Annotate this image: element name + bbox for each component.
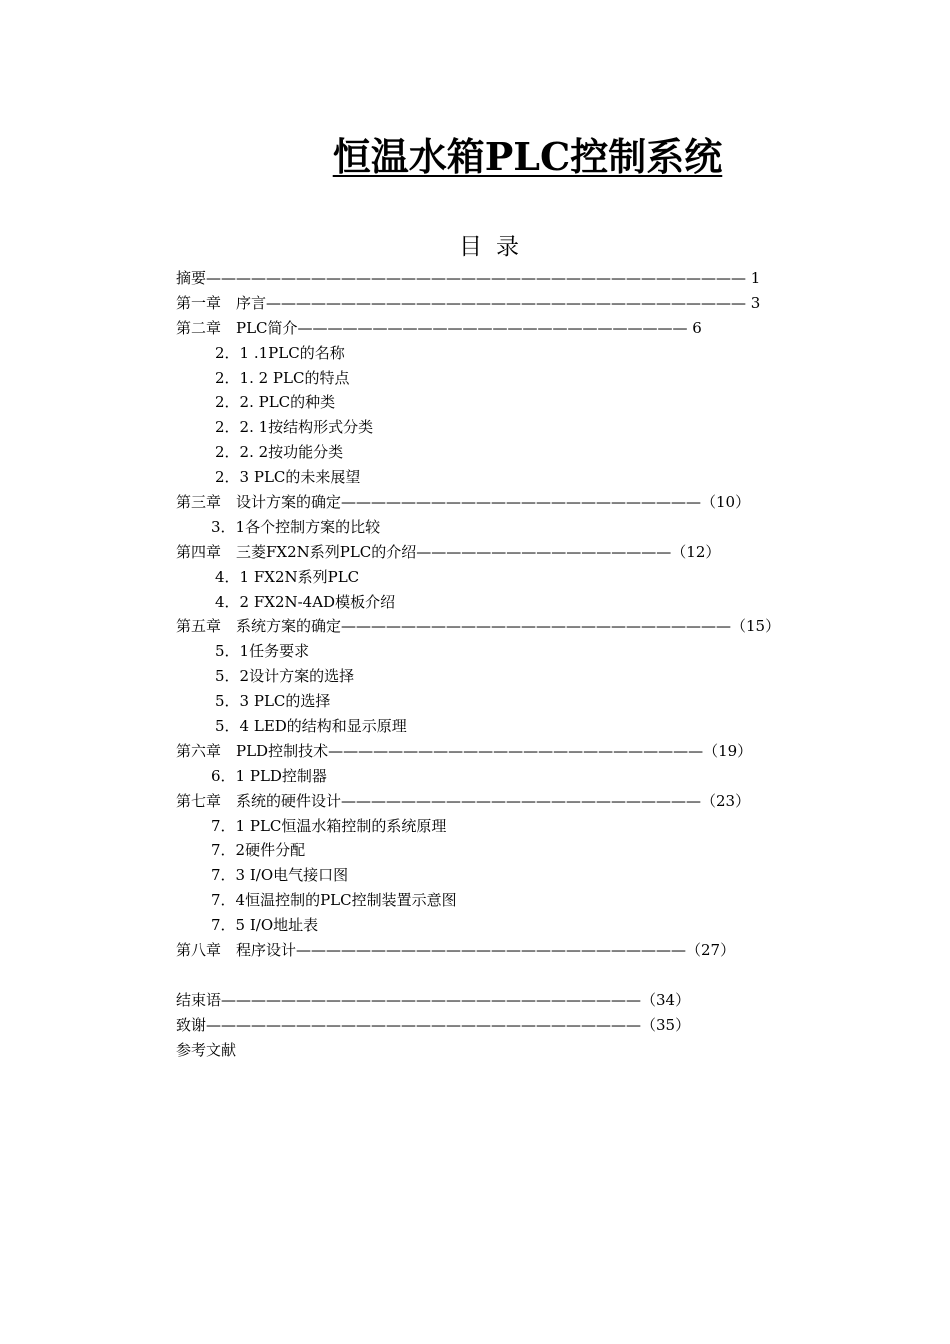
toc-section-entry: 7．5 I/O地址表 xyxy=(211,916,319,935)
toc-section-entry: 6．1 PLD控制器 xyxy=(211,766,327,785)
table-of-contents xyxy=(176,266,876,1063)
toc-chapter-entry: 第三章 设计方案的确定————————————————————————（10） xyxy=(176,493,751,512)
toc-section-entry: 2．2. 2按功能分类 xyxy=(215,443,344,462)
toc-section-entry: 7．1 PLC恒温水箱控制的系统原理 xyxy=(211,816,447,835)
toc-chapter-entry: 致谢—————————————————————————————（35） xyxy=(176,1015,691,1034)
toc-chapter-entry: 摘要———————————————————————————————————— 1 xyxy=(176,269,761,287)
toc-section-entry: 2．2. 1按结构形式分类 xyxy=(215,418,374,437)
toc-spacer xyxy=(176,963,876,988)
toc-section-entry: 2．1. 2 PLC的特点 xyxy=(215,368,350,387)
toc-section-entry: 5．4 LED的结构和显示原理 xyxy=(215,717,407,736)
toc-section-entry: 7．4恒温控制的PLC控制装置示意图 xyxy=(211,891,457,910)
toc-section-entry: 4．2 FX2N-4AD模板介绍 xyxy=(215,592,396,611)
toc-heading: 目录 xyxy=(459,234,533,260)
toc-section-entry: 5．3 PLC的选择 xyxy=(215,692,331,711)
toc-chapter-entry: 第八章 程序设计——————————————————————————（27） xyxy=(176,941,736,960)
toc-chapter-entry: 参考文献 xyxy=(176,1040,237,1059)
toc-section-entry: 2．2. PLC的种类 xyxy=(215,393,336,412)
toc-section-entry: 5．2设计方案的选择 xyxy=(215,667,355,686)
toc-chapter-entry: 第二章 PLC简介—————————————————————————— 6 xyxy=(176,318,702,337)
toc-section-entry: 2．3 PLC的未来展望 xyxy=(215,468,361,487)
toc-chapter-entry: 结束语————————————————————————————（34） xyxy=(176,990,691,1009)
toc-section-entry: 5．1任务要求 xyxy=(215,642,310,661)
toc-section-entry: 2．1 .1PLC的名称 xyxy=(215,343,345,362)
toc-section-entry: 7．3 I/O电气接口图 xyxy=(211,866,349,885)
toc-chapter-entry: 第五章 系统方案的确定——————————————————————————（15） xyxy=(176,617,781,636)
document-title: 恒温水箱PLC控制系统 xyxy=(332,134,723,179)
toc-section-entry: 3．1各个控制方案的比较 xyxy=(211,517,381,536)
toc-section-entry: 4．1 FX2N系列PLC xyxy=(215,567,360,586)
toc-chapter-entry: 第六章 PLD控制技术—————————————————————————（19） xyxy=(176,741,753,760)
toc-section-entry: 7．2硬件分配 xyxy=(211,841,306,860)
toc-chapter-entry: 第四章 三菱FX2N系列PLC的介绍—————————————————（12） xyxy=(176,542,721,561)
toc-chapter-entry: 第七章 系统的硬件设计————————————————————————（23） xyxy=(176,791,751,810)
toc-chapter-entry: 第一章 序言———————————————————————————————— 3 xyxy=(176,293,761,312)
